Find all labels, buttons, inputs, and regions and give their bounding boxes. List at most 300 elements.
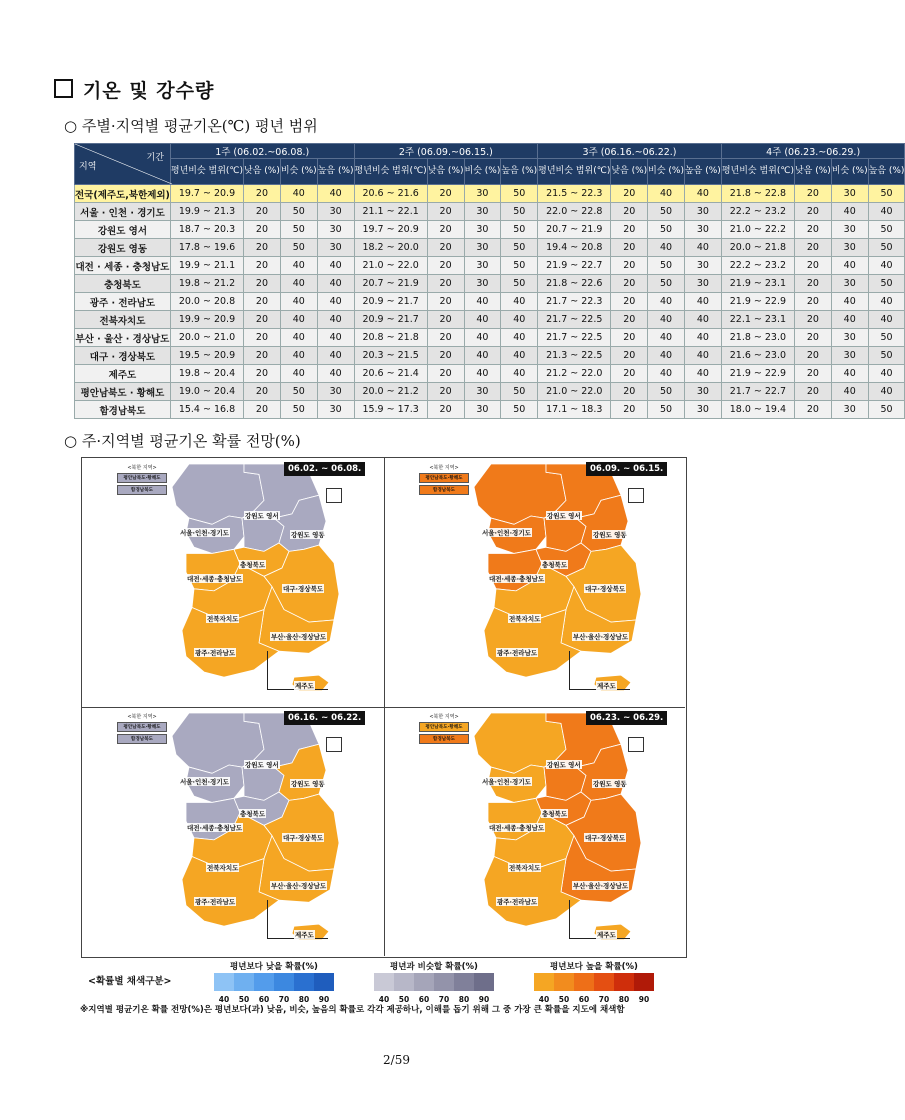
percent-cell: 20 [794,203,831,221]
percent-cell: 20 [794,275,831,293]
legend-swatch [214,973,234,991]
percent-cell: 30 [464,401,501,419]
label-gj: 광주·전라남도 [195,649,236,658]
percent-cell: 40 [684,347,721,365]
percent-cell: 20 [794,293,831,311]
week-1-header: 1주 (06.02.~06.08.) [170,144,354,159]
table-row [75,257,905,275]
percent-cell: 20 [427,401,464,419]
label-jj: 제주도 [295,682,314,691]
range-cell: 21.7 ~ 22.3 [538,293,611,311]
table-row [75,203,905,221]
percent-cell: 40 [280,293,317,311]
label-bs: 부산·울산·경상남도 [271,633,327,642]
subheader-range: 평년비슷 범위(℃) [538,159,611,185]
range-cell: 21.9 ~ 22.7 [538,257,611,275]
subheader-mid: 비슷 (%) [831,159,868,185]
percent-cell: 20 [611,329,648,347]
probability-maps [81,457,687,958]
percent-cell: 40 [280,185,317,203]
percent-cell: 40 [831,383,868,401]
percent-cell: 30 [831,221,868,239]
percent-cell: 20 [244,275,281,293]
label-gb: 대구·경상북도 [585,833,626,842]
percent-cell: 40 [464,365,501,383]
percent-cell: 40 [501,293,538,311]
percent-cell: 40 [831,257,868,275]
percent-cell: 20 [794,311,831,329]
label-dj: 대전·세종·충청남도 [489,575,545,584]
page-number: 2/59 [383,1053,410,1067]
percent-cell: 40 [868,311,905,329]
table-row [75,239,905,257]
table-row [75,347,905,365]
region-cell: 강원도 영동 [75,239,171,257]
range-cell: 22.2 ~ 23.2 [721,257,794,275]
range-cell: 15.9 ~ 17.3 [354,401,427,419]
percent-cell: 40 [684,239,721,257]
legend-tick: 60 [258,995,270,1004]
legend-tick: 70 [278,995,290,1004]
table-corner: 지역 기간 [75,144,171,185]
subheader-low: 낮음 (%) [794,159,831,185]
table-row [75,365,905,383]
percent-cell: 40 [831,203,868,221]
range-cell: 21.8 ~ 22.6 [538,275,611,293]
week-3-header: 3주 (06.16.~06.22.) [538,144,722,159]
range-cell: 21.1 ~ 22.1 [354,203,427,221]
subheader-range: 평년비슷 범위(℃) [721,159,794,185]
label-cb: 충청북도 [542,560,568,569]
percent-cell: 20 [611,275,648,293]
percent-cell: 50 [501,401,538,419]
legend-tick: 60 [578,995,590,1004]
subtitle-table: ○ 주별·지역별 평균기온(℃) 평년 범위 [64,117,318,135]
percent-cell: 40 [317,275,354,293]
subheader-mid: 비슷 (%) [648,159,685,185]
map-panel-week-4 [384,707,685,956]
percent-cell: 40 [280,275,317,293]
legend-tick: 90 [478,995,490,1004]
percent-cell: 30 [831,185,868,203]
percent-cell: 30 [684,383,721,401]
range-cell: 20.7 ~ 21.9 [354,275,427,293]
label-gb: 대구·경상북도 [283,833,324,842]
range-cell: 21.0 ~ 22.0 [354,257,427,275]
percent-cell: 40 [501,311,538,329]
percent-cell: 40 [648,311,685,329]
range-cell: 19.9 ~ 20.9 [170,311,243,329]
legend-swatch [454,973,474,991]
percent-cell: 40 [648,293,685,311]
map-date: 06.16. ~ 06.22. [284,711,365,725]
label-gw-e: 강원도 영동 [593,779,627,788]
region-cell: 함경남북도 [75,401,171,419]
region-cell: 대구 · 경상북도 [75,347,171,365]
temperature-table [74,143,905,419]
range-cell: 20.0 ~ 21.8 [721,239,794,257]
legend-swatch [474,973,494,991]
legend-swatch [274,973,294,991]
percent-cell: 30 [464,203,501,221]
label-jj: 제주도 [597,931,616,940]
region-cell: 충청북도 [75,275,171,293]
percent-cell: 20 [244,383,281,401]
ulleung-inset [326,488,342,503]
percent-cell: 50 [280,401,317,419]
percent-cell: 30 [464,257,501,275]
percent-cell: 20 [794,347,831,365]
legend-swatch [254,973,274,991]
range-cell: 20.0 ~ 21.0 [170,329,243,347]
map-panel-week-1 [82,458,385,708]
subheader-high: 높음 (%) [684,159,721,185]
percent-cell: 30 [684,275,721,293]
region-cell: 광주 · 전라남도 [75,293,171,311]
percent-cell: 40 [648,185,685,203]
legend-tick: 80 [298,995,310,1004]
table-row [75,293,905,311]
range-cell: 22.1 ~ 23.1 [721,311,794,329]
percent-cell: 20 [427,383,464,401]
legend-title: <확률별 채색구분> [88,976,172,987]
range-cell: 21.0 ~ 22.2 [721,221,794,239]
legend-color-bar [214,973,334,991]
range-cell: 21.5 ~ 22.3 [538,185,611,203]
percent-cell: 50 [868,185,905,203]
table-row [75,221,905,239]
percent-cell: 50 [868,275,905,293]
footnote: ※지역별 평균기온 확률 전망(%)은 평년보다(과) 낮음, 비슷, 높음의 확률로 각각 제공하나, 이해를 돕기 위해 그 중 가장 큰 확률을 지도에 채색함 [80,1005,625,1015]
subheader-low: 낮음 (%) [427,159,464,185]
table-row [75,185,905,203]
table-subheader-row [75,159,905,185]
legend-group-name: 평년보다 높을 확률(%) [550,962,638,972]
percent-cell: 20 [244,329,281,347]
legend-group-name: 평년보다 낮을 확률(%) [230,962,318,972]
percent-cell: 40 [317,365,354,383]
percent-cell: 40 [280,311,317,329]
range-cell: 19.7 ~ 20.9 [170,185,243,203]
percent-cell: 20 [794,185,831,203]
nk-legend-title: <북한 지역> [429,714,459,720]
legend-low [214,960,334,1004]
range-cell: 19.8 ~ 20.4 [170,365,243,383]
percent-cell: 50 [280,239,317,257]
percent-cell: 30 [684,257,721,275]
legend-tick: 60 [418,995,430,1004]
legend-swatch [574,973,594,991]
percent-cell: 30 [831,239,868,257]
region-cell: 서울 · 인천 · 경기도 [75,203,171,221]
percent-cell: 40 [831,365,868,383]
percent-cell: 30 [831,401,868,419]
legend-swatch [534,973,554,991]
ulleung-inset [628,737,644,752]
percent-cell: 50 [501,185,538,203]
table-body [75,185,905,419]
label-seoul: 서울·인천·경기도 [482,778,531,787]
range-cell: 22.2 ~ 23.2 [721,203,794,221]
percent-cell: 20 [244,239,281,257]
table-row [75,383,905,401]
percent-cell: 40 [868,365,905,383]
percent-cell: 40 [501,347,538,365]
legend-high [534,960,654,1004]
percent-cell: 30 [317,383,354,401]
range-cell: 20.8 ~ 21.8 [354,329,427,347]
label-gw-w: 강원도 영서 [245,511,279,520]
subheader-low: 낮음 (%) [611,159,648,185]
label-gw-w: 강원도 영서 [547,760,581,769]
region-cell: 전국(제주도,북한제외) [75,185,171,203]
map-panel-week-2 [384,458,685,708]
legend-color-bar [374,973,494,991]
percent-cell: 30 [464,221,501,239]
percent-cell: 40 [648,365,685,383]
label-seoul: 서울·인천·경기도 [482,529,531,538]
percent-cell: 20 [244,365,281,383]
range-cell: 22.0 ~ 22.8 [538,203,611,221]
percent-cell: 20 [611,185,648,203]
range-cell: 18.0 ~ 19.4 [721,401,794,419]
range-cell: 19.7 ~ 20.9 [354,221,427,239]
percent-cell: 40 [464,329,501,347]
percent-cell: 50 [501,203,538,221]
percent-cell: 40 [464,293,501,311]
percent-cell: 40 [317,293,354,311]
table-row [75,329,905,347]
percent-cell: 20 [611,239,648,257]
label-gw-e: 강원도 영동 [593,530,627,539]
subheader-mid: 비슷 (%) [464,159,501,185]
nk-legend-east: 함경남북도 [117,485,167,495]
range-cell: 19.9 ~ 21.1 [170,257,243,275]
percent-cell: 50 [648,257,685,275]
nk-legend-east: 함경남북도 [419,734,469,744]
percent-cell: 20 [244,257,281,275]
label-jb: 전북자치도 [509,614,541,623]
label-gj: 광주·전라남도 [497,898,538,907]
label-gb: 대구·경상북도 [585,584,626,593]
percent-cell: 20 [611,257,648,275]
legend-swatch [374,973,394,991]
percent-cell: 40 [831,293,868,311]
percent-cell: 50 [280,221,317,239]
subheader-mid: 비슷 (%) [280,159,317,185]
range-cell: 17.8 ~ 19.6 [170,239,243,257]
percent-cell: 50 [648,221,685,239]
range-cell: 18.7 ~ 20.3 [170,221,243,239]
range-cell: 17.1 ~ 18.3 [538,401,611,419]
percent-cell: 40 [684,293,721,311]
nk-legend-title: <북한 지역> [127,465,157,471]
subtitle-maps: ○ 주·지역별 평균기온 확률 전망(%) [64,432,301,450]
legend-tick: 40 [538,995,550,1004]
legend-swatch [294,973,314,991]
percent-cell: 20 [794,257,831,275]
percent-cell: 20 [244,347,281,365]
percent-cell: 20 [244,401,281,419]
region-cell: 평안남북도 · 황해도 [75,383,171,401]
range-cell: 21.2 ~ 22.0 [538,365,611,383]
percent-cell: 20 [427,311,464,329]
region-cell: 전북자치도 [75,311,171,329]
range-cell: 21.9 ~ 22.9 [721,365,794,383]
range-cell: 20.9 ~ 21.7 [354,293,427,311]
percent-cell: 50 [501,221,538,239]
percent-cell: 20 [427,275,464,293]
percent-cell: 20 [611,365,648,383]
percent-cell: 40 [317,347,354,365]
legend-tick: 70 [598,995,610,1004]
percent-cell: 30 [317,203,354,221]
subheader-range: 평년비슷 범위(℃) [354,159,427,185]
percent-cell: 40 [317,311,354,329]
subheader-high: 높음 (%) [317,159,354,185]
label-jj: 제주도 [295,931,314,940]
label-bs: 부산·울산·경상남도 [271,882,327,891]
ulleung-inset [628,488,644,503]
percent-cell: 20 [427,257,464,275]
legend-swatch [394,973,414,991]
nk-legend-west: 평안남북도·황해도 [419,722,469,732]
percent-cell: 30 [684,221,721,239]
ulleung-inset [326,737,342,752]
legend-swatch [594,973,614,991]
percent-cell: 50 [280,203,317,221]
table-row [75,275,905,293]
percent-cell: 20 [244,203,281,221]
percent-cell: 50 [501,239,538,257]
range-cell: 20.0 ~ 20.8 [170,293,243,311]
percent-cell: 50 [868,401,905,419]
percent-cell: 30 [464,185,501,203]
percent-cell: 40 [648,347,685,365]
label-dj: 대전·세종·충청남도 [489,824,545,833]
percent-cell: 30 [317,239,354,257]
percent-cell: 20 [244,185,281,203]
nk-legend-west: 평안남북도·황해도 [419,473,469,483]
subheader-high: 높음 (%) [501,159,538,185]
percent-cell: 50 [648,383,685,401]
percent-cell: 20 [611,311,648,329]
label-jb: 전북자치도 [207,614,239,623]
label-dj: 대전·세종·충청남도 [187,575,243,584]
north-korea-legend [117,464,167,497]
map-date: 06.02. ~ 06.08. [284,462,365,476]
label-bs: 부산·울산·경상남도 [573,882,629,891]
percent-cell: 50 [501,383,538,401]
range-cell: 20.3 ~ 21.5 [354,347,427,365]
percent-cell: 40 [868,257,905,275]
nk-legend-west: 평안남북도·황해도 [117,722,167,732]
range-cell: 19.4 ~ 20.8 [538,239,611,257]
region-cell: 제주도 [75,365,171,383]
range-cell: 20.0 ~ 21.2 [354,383,427,401]
percent-cell: 40 [501,329,538,347]
range-cell: 18.2 ~ 20.0 [354,239,427,257]
percent-cell: 50 [280,383,317,401]
range-cell: 21.7 ~ 22.5 [538,329,611,347]
legend-tick: 80 [458,995,470,1004]
percent-cell: 30 [831,329,868,347]
percent-cell: 30 [317,221,354,239]
percent-cell: 20 [794,365,831,383]
percent-cell: 20 [611,383,648,401]
percent-cell: 50 [868,239,905,257]
legend-similar [374,960,494,1004]
legend-group-name: 평년과 비슷할 확률(%) [390,962,478,972]
percent-cell: 20 [427,221,464,239]
subheader-low: 낮음 (%) [244,159,281,185]
label-gw-e: 강원도 영동 [291,779,325,788]
percent-cell: 20 [611,203,648,221]
percent-cell: 20 [427,239,464,257]
percent-cell: 20 [611,293,648,311]
range-cell: 21.7 ~ 22.5 [538,311,611,329]
range-cell: 20.9 ~ 21.7 [354,311,427,329]
table-row [75,401,905,419]
legend-swatch [634,973,654,991]
label-gw-e: 강원도 영동 [291,530,325,539]
label-seoul: 서울·인천·경기도 [180,529,229,538]
region-cell: 부산 · 울산 · 경상남도 [75,329,171,347]
nk-legend-east: 함경남북도 [117,734,167,744]
legend-tick: 40 [378,995,390,1004]
label-seoul: 서울·인천·경기도 [180,778,229,787]
percent-cell: 40 [501,365,538,383]
percent-cell: 40 [317,185,354,203]
percent-cell: 50 [501,257,538,275]
percent-cell: 30 [317,401,354,419]
label-gb: 대구·경상북도 [283,584,324,593]
legend-tick: 70 [438,995,450,1004]
percent-cell: 40 [317,329,354,347]
percent-cell: 40 [684,365,721,383]
legend-tick: 50 [398,995,410,1004]
percent-cell: 40 [280,257,317,275]
percent-cell: 20 [794,383,831,401]
percent-cell: 20 [611,221,648,239]
percent-cell: 40 [831,311,868,329]
region-cell: 대전 · 세종 · 충청남도 [75,257,171,275]
subheader-range: 평년비슷 범위(℃) [170,159,243,185]
range-cell: 21.9 ~ 22.9 [721,293,794,311]
percent-cell: 20 [794,401,831,419]
percent-cell: 30 [464,275,501,293]
percent-cell: 20 [427,347,464,365]
legend-swatch [234,973,254,991]
north-korea-legend [117,713,167,746]
percent-cell: 20 [794,329,831,347]
label-jb: 전북자치도 [509,863,541,872]
legend-tick: 50 [558,995,570,1004]
percent-cell: 40 [684,185,721,203]
range-cell: 21.8 ~ 23.0 [721,329,794,347]
legend-swatch [314,973,334,991]
percent-cell: 50 [648,203,685,221]
region-cell: 강원도 영서 [75,221,171,239]
percent-cell: 20 [427,203,464,221]
legend-color-bar [534,973,654,991]
percent-cell: 30 [831,347,868,365]
legend-swatch [614,973,634,991]
north-korea-legend [419,464,469,497]
week-2-header: 2주 (06.09.~06.15.) [354,144,538,159]
range-cell: 20.7 ~ 21.9 [538,221,611,239]
range-cell: 21.0 ~ 22.0 [538,383,611,401]
